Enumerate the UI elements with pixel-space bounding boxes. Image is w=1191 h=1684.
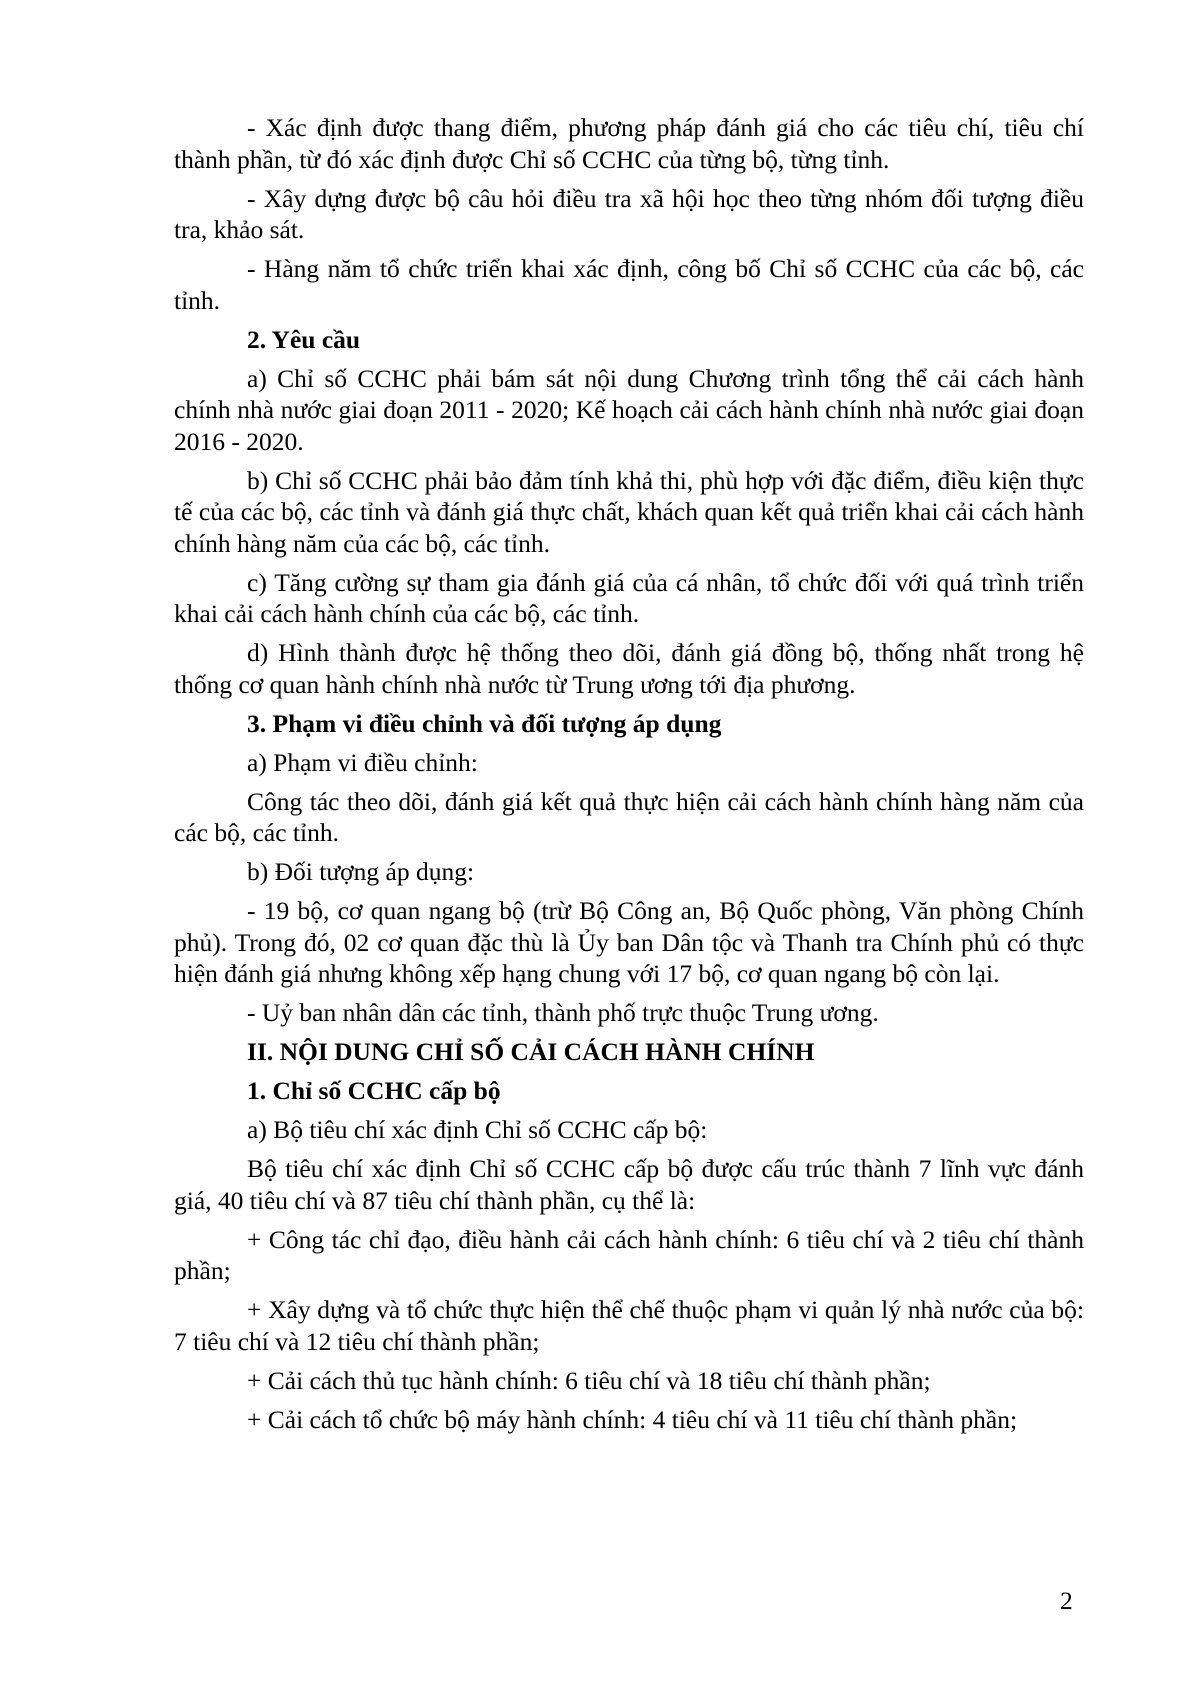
- paragraph: + Xây dựng và tổ chức thực hiện thể chế thuộc phạm vi quản lý nhà nước của bộ: 7 tiêu chí và 12 tiêu chí thành phần;: [174, 1295, 1084, 1356]
- paragraph: - Hàng năm tổ chức triển khai xác định, công bố Chỉ số CCHC của các bộ, các tỉnh.: [174, 254, 1084, 315]
- section-heading: 2. Yêu cầu: [247, 324, 361, 354]
- paragraph: + Cải cách tổ chức bộ máy hành chính: 4 tiêu chí và 11 tiêu chí thành phần;: [247, 1404, 1018, 1434]
- section-heading: 1. Chỉ số CCHC cấp bộ: [247, 1076, 501, 1105]
- section-heading: II. NỘI DUNG CHỈ SỐ CẢI CÁCH HÀNH CHÍNH: [247, 1037, 815, 1066]
- paragraph: + Cải cách thủ tục hành chính: 6 tiêu chí và 18 tiêu chí thành phần;: [247, 1365, 931, 1395]
- section-heading: 3. Phạm vi điều chỉnh và đối tượng áp dụng: [247, 708, 722, 738]
- paragraph: c) Tăng cường sự tham gia đánh giá của cá nhân, tổ chức đối với quá trình triển khai cải cách hành chính của các bộ, các tỉnh.: [174, 567, 1084, 628]
- document-body: [174, 112, 1084, 1443]
- paragraph: Công tác theo dõi, đánh giá kết quả thực hiện cải cách hành chính hàng năm của các bộ, các tỉnh.: [174, 786, 1084, 847]
- paragraph: d) Hình thành được hệ thống theo dõi, đánh giá đồng bộ, thống nhất trong hệ thống cơ quan hành chính nhà nước từ Trung ương tới địa phương.: [174, 638, 1084, 699]
- paragraph: - 19 bộ, cơ quan ngang bộ (trừ Bộ Công an, Bộ Quốc phòng, Văn phòng Chính phủ). Trong đó, 02 cơ quan đặc thù là Ủy ban Dân tộc và Thanh tra Chính phủ có thực hiện đánh giá nhưng không xếp hạng chung với 17 bộ, cơ quan ngang bộ còn lại.: [174, 896, 1084, 988]
- paragraph: a) Phạm vi điều chỉnh:: [247, 747, 478, 777]
- paragraph: a) Bộ tiêu chí xác định Chỉ số CCHC cấp bộ:: [247, 1115, 708, 1144]
- paragraph: Bộ tiêu chí xác định Chỉ số CCHC cấp bộ được cấu trúc thành 7 lĩnh vực đánh giá, 40 tiêu chí và 87 tiêu chí thành phần, cụ thể là:: [174, 1154, 1084, 1215]
- page-number: 2: [1060, 1586, 1073, 1615]
- paragraph: - Xây dựng được bộ câu hỏi điều tra xã hội học theo từng nhóm đối tượng điều tra, khảo sát.: [174, 183, 1084, 244]
- paragraph: - Uỷ ban nhân dân các tỉnh, thành phố trực thuộc Trung ương.: [247, 998, 879, 1027]
- paragraph: b) Đối tượng áp dụng:: [247, 857, 475, 886]
- paragraph: a) Chỉ số CCHC phải bám sát nội dung Chương trình tổng thể cải cách hành chính nhà nước giai đoạn 2011 - 2020; Kế hoạch cải cách hành chính nhà nước giai đoạn 2016 - 2020.: [174, 363, 1084, 456]
- paragraph: + Công tác chỉ đạo, điều hành cải cách hành chính: 6 tiêu chí và 2 tiêu chí thành phần;: [174, 1224, 1084, 1285]
- paragraph: - Xác định được thang điểm, phương pháp đánh giá cho các tiêu chí, tiêu chí thành phần, từ đó xác định được Chỉ số CCHC của từng bộ, từng tỉnh.: [174, 113, 1084, 174]
- paragraph: b) Chỉ số CCHC phải bảo đảm tính khả thi, phù hợp với đặc điểm, điều kiện thực tế của các bộ, các tỉnh và đánh giá thực chất, khách quan kết quả triển khai cải cách hành chính hàng năm của các bộ, các tỉnh.: [174, 465, 1084, 558]
